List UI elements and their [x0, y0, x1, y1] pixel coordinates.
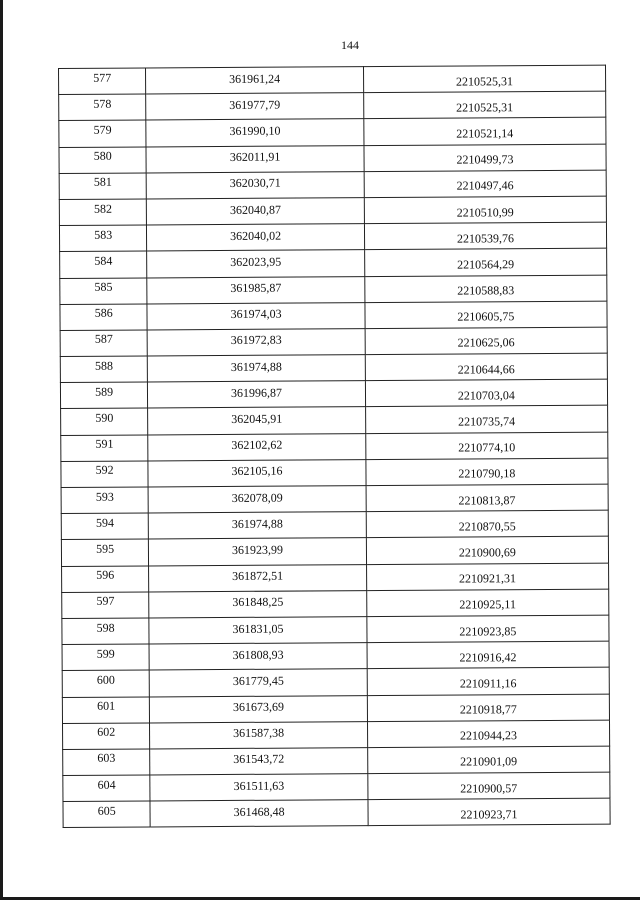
- table-row: [60, 353, 607, 383]
- point-number-text: 588: [94, 358, 114, 373]
- y-coordinate-cell: [365, 301, 607, 329]
- point-number-cell: [61, 435, 149, 462]
- y-coordinate-cell: [367, 667, 609, 695]
- y-coordinate-cell: [365, 275, 607, 303]
- point-number-text: 596: [96, 567, 115, 582]
- x-coordinate-text: 361977,79: [229, 97, 281, 112]
- y-coordinate-text: 2210774,10: [458, 440, 516, 455]
- y-coordinate-cell: [365, 379, 607, 407]
- x-coordinate-text: 361974,88: [231, 516, 283, 531]
- x-coordinate-text: 361468,48: [233, 804, 285, 819]
- y-coordinate-cell: [366, 589, 608, 617]
- point-number-text: 602: [97, 724, 116, 740]
- point-number-text: 599: [96, 646, 115, 661]
- y-coordinate-cell: [363, 65, 605, 93]
- y-coordinate-text: 2210813,87: [458, 492, 516, 508]
- y-coordinate-text: 2210521,14: [456, 126, 514, 141]
- table-row: [61, 458, 608, 488]
- point-number-text: 587: [94, 332, 113, 347]
- x-coordinate-cell: [147, 302, 365, 330]
- x-coordinate-text: 361511,63: [233, 778, 285, 793]
- table-row: [59, 65, 606, 95]
- point-number-text: 600: [96, 672, 115, 687]
- x-coordinate-cell: [150, 695, 368, 723]
- x-coordinate-cell: [148, 433, 366, 461]
- x-coordinate-cell: [150, 747, 368, 775]
- table-row: [61, 510, 608, 540]
- point-number-cell: [62, 644, 150, 671]
- point-number-cell: [62, 696, 150, 723]
- y-coordinate-cell: [365, 432, 607, 460]
- table-row: [62, 694, 609, 724]
- point-number-text: 595: [96, 541, 115, 556]
- y-coordinate-text: 2210944,23: [459, 728, 518, 743]
- x-coordinate-cell: [146, 119, 364, 147]
- x-coordinate-text: 361996,87: [230, 385, 283, 400]
- point-number-text: 577: [93, 70, 112, 85]
- y-coordinate-cell: [364, 222, 606, 250]
- point-number-text: 594: [95, 515, 114, 530]
- x-coordinate-text: 361673,69: [232, 699, 284, 715]
- x-coordinate-text: 361974,88: [230, 359, 282, 374]
- point-number-text: 579: [93, 122, 112, 137]
- y-coordinate-cell: [365, 327, 607, 355]
- y-coordinate-text: 2210921,31: [458, 571, 517, 586]
- x-coordinate-cell: [146, 93, 364, 121]
- y-coordinate-text: 2210925,11: [459, 597, 516, 612]
- point-number-text: 593: [95, 489, 114, 504]
- y-coordinate-cell: [364, 118, 606, 146]
- table-row: [61, 484, 608, 514]
- point-number-text: 578: [93, 96, 112, 111]
- point-number-text: 583: [94, 227, 113, 242]
- point-number-cell: [61, 487, 149, 514]
- x-coordinate-cell: [147, 276, 365, 304]
- point-number-text: 582: [93, 201, 113, 216]
- x-coordinate-cell: [147, 198, 365, 226]
- y-coordinate-cell: [366, 563, 608, 591]
- point-number-text: 604: [97, 777, 116, 792]
- x-coordinate-cell: [147, 250, 365, 278]
- x-coordinate-cell: [149, 564, 367, 592]
- table-row: [59, 170, 606, 200]
- coordinates-table-body: [59, 65, 611, 828]
- y-coordinate-text: 2210625,06: [457, 335, 515, 351]
- x-coordinate-cell: [150, 800, 368, 828]
- y-coordinate-cell: [367, 746, 609, 774]
- point-number-cell: [59, 199, 147, 226]
- x-coordinate-text: 361779,45: [232, 673, 284, 688]
- y-coordinate-cell: [366, 510, 608, 538]
- y-coordinate-text: 2210900,69: [458, 545, 516, 560]
- y-coordinate-cell: [368, 798, 610, 826]
- table-row: [63, 798, 610, 828]
- x-coordinate-cell: [146, 145, 364, 173]
- table-row: [59, 144, 606, 174]
- y-coordinate-text: 2210497,46: [456, 178, 514, 193]
- x-coordinate-text: 362045,91: [231, 411, 283, 426]
- y-coordinate-cell: [366, 537, 608, 565]
- y-coordinate-cell: [367, 694, 609, 722]
- point-number-cell: [61, 539, 149, 566]
- point-number-text: 580: [93, 148, 112, 163]
- y-coordinate-cell: [366, 484, 608, 512]
- point-number-text: 601: [97, 698, 116, 713]
- point-number-cell: [61, 408, 149, 435]
- y-coordinate-cell: [365, 406, 607, 434]
- point-number-cell: [60, 277, 148, 304]
- point-number-cell: [63, 801, 151, 828]
- point-number-cell: [60, 330, 148, 357]
- point-number-cell: [59, 120, 147, 147]
- x-coordinate-text: 361974,03: [230, 306, 282, 322]
- table-row: [63, 720, 610, 750]
- y-coordinate-text: 2210870,55: [458, 518, 516, 534]
- table-row: [62, 563, 609, 593]
- y-coordinate-cell: [364, 170, 606, 198]
- x-coordinate-cell: [149, 538, 367, 566]
- point-number-cell: [63, 723, 151, 750]
- x-coordinate-text: 361961,24: [229, 71, 281, 86]
- y-coordinate-text: 2210644,66: [457, 361, 515, 377]
- point-number-cell: [61, 461, 149, 488]
- table-row: [60, 248, 607, 278]
- table-row: [62, 615, 609, 645]
- table-row: [59, 118, 606, 148]
- point-number-text: 586: [94, 305, 113, 321]
- table-row: [61, 432, 608, 462]
- table-row: [60, 379, 607, 409]
- x-coordinate-text: 362040,87: [229, 202, 281, 217]
- y-coordinate-cell: [364, 248, 606, 276]
- x-coordinate-text: 361990,10: [229, 123, 281, 138]
- point-number-text: 581: [93, 175, 112, 190]
- point-number-text: 589: [95, 384, 114, 399]
- x-coordinate-text: 361587,38: [233, 725, 285, 741]
- x-coordinate-text: 361848,25: [232, 594, 284, 610]
- point-number-cell: [59, 225, 147, 252]
- y-coordinate-text: 2210911,16: [459, 676, 517, 691]
- x-coordinate-text: 361831,05: [232, 621, 284, 636]
- point-number-text: 592: [95, 463, 114, 478]
- point-number-cell: [60, 382, 148, 409]
- y-coordinate-text: 2210525,31: [456, 100, 514, 115]
- table-row: [61, 537, 608, 567]
- table-row: [60, 327, 607, 357]
- point-number-text: 605: [97, 803, 116, 818]
- x-coordinate-text: 362105,16: [231, 464, 283, 479]
- point-number-cell: [59, 147, 147, 174]
- point-number-text: 603: [97, 751, 116, 766]
- x-coordinate-cell: [150, 721, 368, 749]
- table-row: [59, 222, 606, 252]
- x-coordinate-text: 361543,72: [233, 752, 285, 767]
- x-coordinate-cell: [148, 407, 366, 435]
- y-coordinate-cell: [363, 91, 605, 119]
- point-number-cell: [61, 513, 149, 540]
- y-coordinate-text: 2210703,04: [457, 388, 515, 403]
- table-row: [59, 196, 606, 226]
- x-coordinate-text: 361872,51: [232, 568, 284, 584]
- x-coordinate-cell: [146, 67, 364, 95]
- scan-edge-left: [0, 0, 3, 900]
- page-number: 144: [341, 38, 359, 52]
- x-coordinate-cell: [149, 512, 367, 540]
- y-coordinate-text: 2210588,83: [457, 283, 515, 298]
- table-row: [62, 589, 609, 619]
- y-coordinate-text: 2210790,18: [458, 466, 516, 481]
- y-coordinate-text: 2210510,99: [456, 204, 514, 220]
- point-number-cell: [60, 304, 148, 331]
- point-number-text: 585: [94, 279, 113, 294]
- x-coordinate-cell: [150, 774, 368, 802]
- y-coordinate-text: 2210564,29: [457, 257, 515, 272]
- x-coordinate-cell: [148, 355, 366, 383]
- x-coordinate-text: 361808,93: [232, 647, 284, 662]
- y-coordinate-text: 2210916,42: [459, 649, 517, 665]
- y-coordinate-cell: [367, 641, 609, 669]
- table-row: [62, 667, 609, 697]
- x-coordinate-cell: [149, 617, 367, 645]
- x-coordinate-text: 362078,09: [231, 490, 283, 505]
- y-coordinate-text: 2210923,71: [460, 807, 518, 822]
- y-coordinate-text: 2210900,57: [460, 780, 518, 796]
- y-coordinate-text: 2210499,73: [456, 152, 514, 167]
- x-coordinate-text: 362023,95: [230, 254, 282, 269]
- y-coordinate-cell: [364, 144, 606, 172]
- point-number-text: 584: [94, 253, 113, 268]
- point-number-cell: [62, 566, 150, 593]
- point-number-cell: [59, 173, 147, 200]
- point-number-cell: [63, 775, 151, 802]
- x-coordinate-text: 362011,91: [229, 149, 281, 165]
- x-coordinate-cell: [148, 459, 366, 487]
- point-number-text: 597: [96, 594, 115, 609]
- x-coordinate-cell: [147, 224, 365, 252]
- table-row: [63, 772, 610, 802]
- x-coordinate-cell: [147, 329, 365, 357]
- point-number-cell: [59, 68, 147, 95]
- y-coordinate-cell: [367, 720, 609, 748]
- point-number-cell: [60, 356, 148, 383]
- table-row: [62, 641, 609, 671]
- table-row: [63, 746, 610, 776]
- x-coordinate-text: 362030,71: [229, 175, 281, 191]
- x-coordinate-text: 362102,62: [231, 437, 283, 453]
- table-row: [59, 91, 606, 121]
- x-coordinate-text: 362040,02: [230, 228, 282, 243]
- y-coordinate-cell: [365, 353, 607, 381]
- y-coordinate-cell: [366, 458, 608, 486]
- point-number-cell: [63, 749, 151, 776]
- table-row: [60, 301, 607, 331]
- y-coordinate-text: 2210605,75: [457, 309, 515, 324]
- coordinates-table: [58, 65, 611, 829]
- x-coordinate-text: 361972,83: [230, 333, 282, 348]
- y-coordinate-text: 2210525,31: [455, 73, 514, 89]
- x-coordinate-cell: [149, 643, 367, 671]
- y-coordinate-cell: [367, 615, 609, 643]
- point-number-text: 591: [95, 436, 114, 451]
- point-number-text: 598: [96, 620, 115, 635]
- y-coordinate-text: 2210901,09: [460, 754, 518, 770]
- y-coordinate-text: 2210539,76: [456, 230, 514, 246]
- point-number-cell: [59, 94, 147, 121]
- x-coordinate-cell: [150, 669, 368, 697]
- point-number-cell: [62, 618, 150, 645]
- point-number-cell: [62, 592, 150, 619]
- table-row: [61, 406, 608, 436]
- y-coordinate-text: 2210923,85: [459, 623, 517, 639]
- x-coordinate-text: 361985,87: [230, 280, 282, 296]
- point-number-cell: [60, 251, 148, 278]
- point-number-cell: [62, 670, 150, 697]
- point-number-text: 590: [95, 410, 114, 425]
- y-coordinate-cell: [368, 772, 610, 800]
- y-coordinate-text: 2210918,77: [459, 702, 517, 717]
- x-coordinate-cell: [148, 486, 366, 514]
- y-coordinate-text: 2210735,74: [457, 414, 516, 429]
- x-coordinate-cell: [149, 590, 367, 618]
- x-coordinate-cell: [148, 381, 366, 409]
- x-coordinate-text: 361923,99: [231, 542, 284, 557]
- table-row: [60, 275, 607, 305]
- x-coordinate-cell: [146, 171, 364, 199]
- y-coordinate-cell: [364, 196, 606, 224]
